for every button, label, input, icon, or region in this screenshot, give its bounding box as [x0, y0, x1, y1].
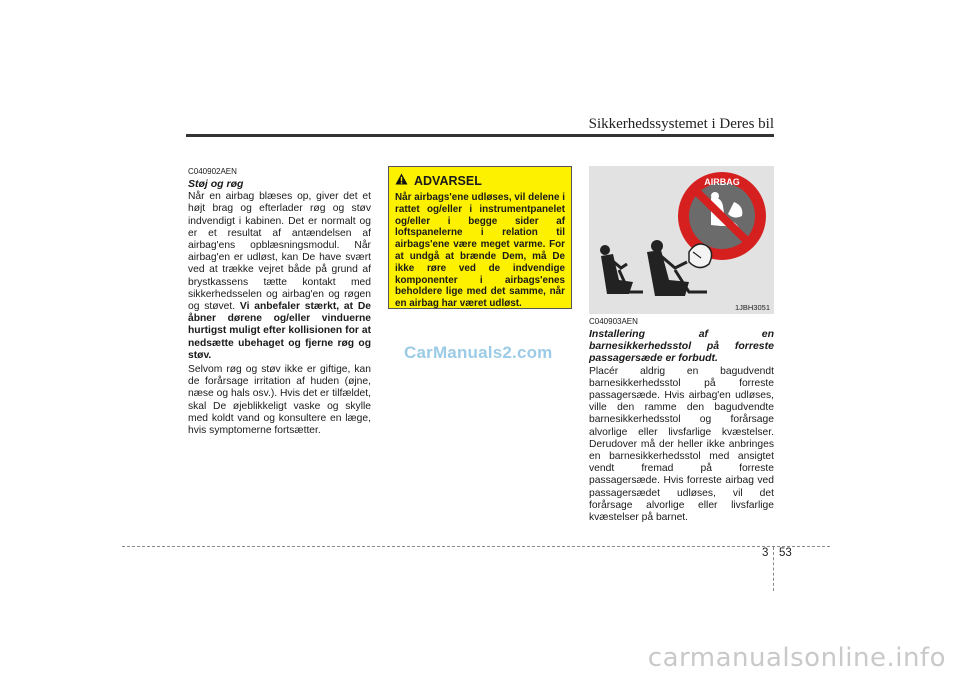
- bottom-watermark: carmanualsonline.info: [647, 643, 946, 673]
- left-paragraph-1: [188, 191, 371, 362]
- footer-rule: [122, 546, 830, 547]
- left-column: [188, 166, 371, 439]
- watermark-logo: CarManuals2.com: [404, 343, 553, 362]
- right-column: [589, 316, 774, 526]
- right-heading: Installering af en barnesikkerhedsstol på forreste passagersæde er forbudt.: [589, 328, 774, 365]
- left-paragraph-1-normal: Når en airbag blæses op, giver det et højt brag og efterlader røg og støv indvendigt i kabinen. Det er normalt og er et resultat af antændelsen af airbag'ens opblæsningsmodul. Når airbag'en er udløst, kan De have svært ved at trække vejret både på grund af brystkassens tætte kontakt med sikkerhedsselen og airbag'en og røgen og støvet.: [188, 191, 371, 313]
- airbag-illustration: [589, 166, 774, 314]
- section-title: Sikkerhedssystemet i Deres bil: [588, 116, 774, 132]
- page-separator: [773, 547, 774, 591]
- warning-title: ADVARSEL: [414, 174, 482, 188]
- left-section-code: C040902AEN: [188, 167, 237, 176]
- header-rule: [186, 134, 774, 137]
- warning-text: Når airbags'ene udløses, vil delene i rattet og/eller i instrumentpanelet og/eller i begge sider af loftspanelerne i relation til airbags'ene være meget varme. For at undgå at brænde Dem, må De ikke røre ved de indvendige komponenter i airbags'enes beholdere lige med det samme, når en airbag har været udløst.: [395, 192, 565, 310]
- no-child-seat-icon: [678, 172, 766, 260]
- figure-label: 1JBH3051: [734, 303, 770, 312]
- right-section-code: C040903AEN: [589, 317, 638, 326]
- warning-box: [388, 166, 572, 309]
- left-heading: Støj og røg: [188, 178, 244, 190]
- chapter-number: 3: [762, 547, 769, 559]
- svg-text:AIRBAG: AIRBAG: [704, 177, 740, 187]
- left-paragraph-2: Selvom røg og støv ikke er giftige, kan de forårsage irritation af huden (øjne, næse og hals osv.). Hvis det er tilfældet, skal De øjeblikkeligt vaske og skylle med koldt vand og konsultere en læge, hvis symptomerne fortsætter.: [188, 364, 371, 437]
- rear-seat-occupant-icon: [600, 245, 643, 294]
- left-paragraph-1-bold: Vi anbefaler stærkt, at De åbner dørene og/eller vinduerne hurtigst muligt efter kollisionen for at nedsætte ubehaget og fjerne røg og støv.: [188, 301, 371, 361]
- warning-triangle-icon: [395, 172, 408, 190]
- right-paragraph: Placér aldrig en bagudvendt barnesikkerhedsstol på forreste passagersæde. Hvis airbag'en udløses, ville den ramme den bagudvendte barnesikkerhedsstol og forårsage alvorlige eller livsfarlige kvæstelser. Derudover må der heller ikke anbringes en barnesikkerhedsstol med ansigtet vendt fremad på forreste passagersæde. Hvis forreste airbag ved passagersædet udløses, vil det forårsage alvorlige eller livsfarlige kvæstelser på barnet.: [589, 365, 774, 524]
- front-seat-child-seat-icon: [647, 240, 712, 296]
- page-number: 53: [779, 547, 792, 559]
- airbag-child-seat-figure: [589, 166, 774, 314]
- warning-header: [395, 172, 565, 190]
